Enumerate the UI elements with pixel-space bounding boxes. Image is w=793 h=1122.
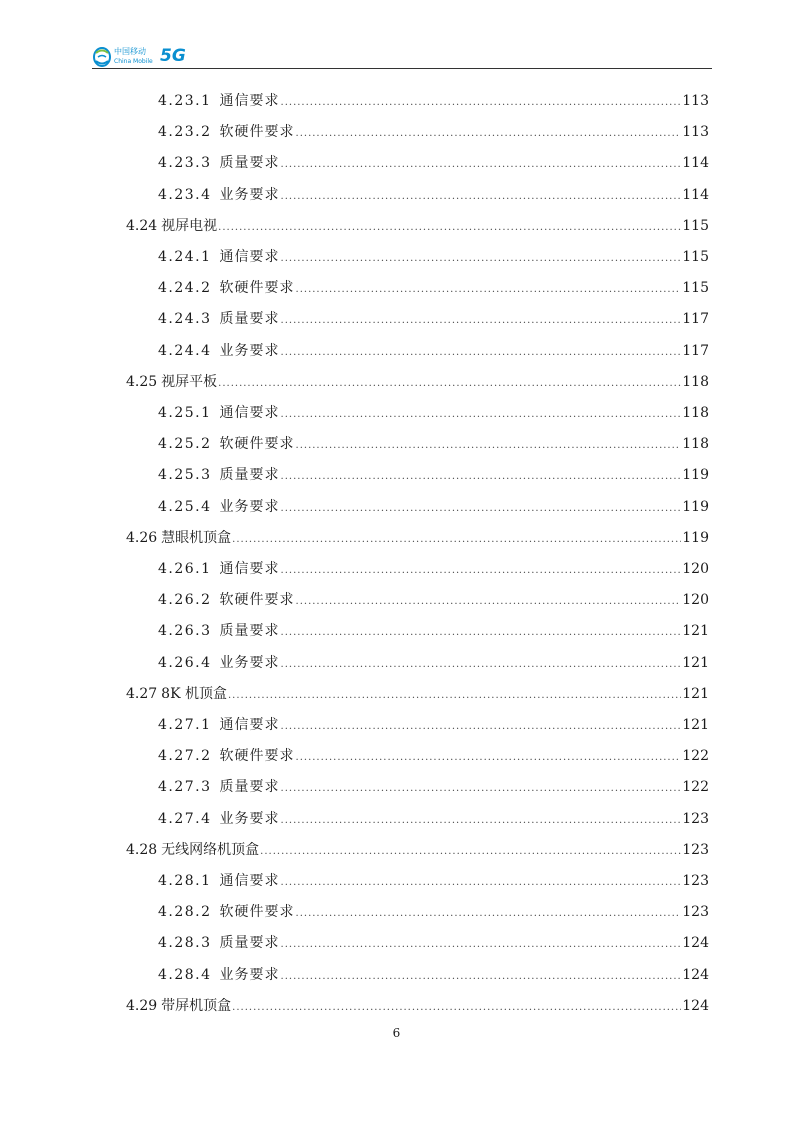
toc-entry-number: 4.23.4 — [158, 186, 212, 203]
toc-entry-page: 118 — [682, 436, 709, 453]
toc-entry-number: 4.25 — [126, 373, 158, 390]
toc-entry-number: 4.26.4 — [158, 654, 212, 671]
toc-entry-page: 123 — [682, 841, 709, 858]
toc-entry[interactable] — [158, 776, 709, 798]
toc-dot-leader — [281, 810, 682, 832]
toc-entry-title: 视屏电视 — [161, 217, 218, 234]
toc-entry-page: 119 — [682, 498, 709, 515]
toc-entry-page: 124 — [682, 935, 709, 952]
toc-entry-page: 115 — [682, 249, 709, 265]
toc-entry-title: 通信要求 — [219, 717, 280, 733]
toc-entry-number: 4.27.4 — [158, 810, 212, 827]
toc-entry-number: 4.24.2 — [158, 280, 212, 297]
toc-entry[interactable] — [158, 464, 709, 486]
toc-entry[interactable] — [158, 121, 709, 143]
toc-entry-title: 质量要求 — [219, 311, 280, 328]
toc-entry-page: 124 — [682, 966, 709, 983]
toc-entry-number: 4.28.1 — [158, 873, 212, 889]
toc-entry-page: 115 — [682, 217, 709, 234]
toc-entry[interactable] — [158, 433, 709, 455]
china-mobile-logo-icon — [92, 44, 114, 70]
toc-entry[interactable] — [158, 277, 709, 299]
toc-entry-page: 123 — [682, 873, 709, 889]
toc-dot-leader — [260, 841, 681, 863]
toc-dot-leader — [228, 685, 681, 707]
brand-name-cn: 中国移动 — [114, 47, 146, 56]
toc-entry-number: 4.24.1 — [158, 249, 212, 265]
toc-dot-leader — [218, 373, 681, 395]
toc-entry-number: 4.28.4 — [158, 966, 212, 983]
toc-entry-number: 4.24.3 — [158, 311, 212, 328]
toc-entry-title: 软硬件要求 — [219, 904, 295, 921]
toc-entry-title: 带屏机顶盒 — [161, 997, 232, 1014]
toc-dot-leader — [281, 404, 682, 426]
toc-dot-leader — [281, 310, 682, 332]
toc-dot-leader — [281, 716, 682, 738]
toc-dot-leader — [281, 154, 682, 176]
toc-entry[interactable] — [158, 558, 709, 580]
toc-entry-page: 113 — [682, 93, 709, 109]
toc-dot-leader — [232, 529, 681, 551]
toc-entry-page: 120 — [682, 592, 709, 609]
toc-dot-leader — [281, 498, 682, 520]
toc-entry-page: 123 — [682, 810, 709, 827]
brand-name-en: China Mobile — [114, 58, 153, 65]
toc-entry[interactable] — [158, 308, 709, 330]
toc-entry-page: 122 — [682, 779, 709, 796]
toc-entry[interactable] — [158, 745, 709, 767]
toc-entry-page: 121 — [682, 685, 709, 702]
toc-entry-title: 业务要求 — [219, 966, 280, 983]
toc-entry-number: 4.24.4 — [158, 342, 212, 359]
toc-entry-page: 122 — [682, 748, 709, 765]
toc-entry[interactable] — [158, 652, 709, 674]
toc-dot-leader — [296, 747, 682, 769]
toc-entry[interactable] — [158, 714, 709, 736]
toc-entry-title: 通信要求 — [219, 93, 280, 109]
toc-dot-leader — [281, 778, 682, 800]
toc-entry-number: 4.25.1 — [158, 405, 212, 421]
toc-dot-leader — [218, 217, 681, 239]
toc-entry-number: 4.23.2 — [158, 124, 212, 141]
toc-entry-page: 120 — [682, 561, 709, 577]
toc-entry-title: 业务要求 — [219, 498, 280, 515]
toc-entry-title: 8K 机顶盒 — [161, 685, 227, 702]
toc-entry[interactable] — [158, 932, 709, 954]
toc-entry[interactable] — [158, 246, 709, 268]
toc-entry-title: 质量要求 — [219, 155, 280, 172]
toc-dot-leader — [296, 591, 682, 613]
toc-entry-number: 4.25.2 — [158, 436, 212, 453]
toc-entry-number: 4.24 — [126, 217, 158, 234]
toc-entry[interactable] — [158, 589, 709, 611]
toc-dot-leader — [281, 186, 682, 208]
toc-entry-title: 业务要求 — [219, 654, 280, 671]
toc-entry-page: 113 — [682, 124, 709, 141]
toc-entry[interactable] — [158, 340, 709, 362]
toc-entry-page: 114 — [682, 155, 709, 172]
toc-entry[interactable] — [126, 839, 709, 861]
toc-dot-leader — [281, 966, 682, 988]
toc-dot-leader — [296, 123, 682, 145]
toc-dot-leader — [281, 92, 682, 114]
toc-entry-number: 4.28.3 — [158, 935, 212, 952]
toc-entry-number: 4.26.2 — [158, 592, 212, 609]
toc-entry-page: 117 — [682, 311, 709, 328]
toc-entry-title: 通信要求 — [219, 561, 280, 577]
toc-entry[interactable] — [126, 371, 709, 393]
toc-entry-page: 117 — [682, 342, 709, 359]
toc-entry-number: 4.26.3 — [158, 623, 212, 640]
toc-entry-number: 4.23.1 — [158, 93, 212, 109]
toc-entry-title: 慧眼机顶盒 — [161, 529, 232, 546]
toc-dot-leader — [296, 279, 682, 301]
toc-entry-number: 4.26 — [126, 529, 158, 546]
toc-entry-title: 业务要求 — [219, 342, 280, 359]
toc-dot-leader — [281, 342, 682, 364]
toc-entry-page: 114 — [682, 186, 709, 203]
toc-entry-number: 4.27.3 — [158, 779, 212, 796]
toc-entry-title: 质量要求 — [219, 467, 280, 484]
toc-dot-leader — [281, 654, 682, 676]
toc-entry-title: 通信要求 — [219, 405, 280, 421]
toc-entry-page: 119 — [682, 467, 709, 484]
toc-entry-page: 118 — [682, 405, 709, 421]
toc-dot-leader — [281, 560, 682, 582]
toc-entry-title: 质量要求 — [219, 935, 280, 952]
toc-entry[interactable] — [158, 496, 709, 518]
brand-name — [114, 47, 153, 67]
toc-entry-number: 4.23.3 — [158, 155, 212, 172]
toc-entry[interactable] — [126, 683, 709, 705]
toc-entry-page: 121 — [682, 623, 709, 640]
toc-entry-title: 质量要求 — [219, 779, 280, 796]
toc-entry-title: 软硬件要求 — [219, 592, 295, 609]
toc-entry-page: 124 — [682, 997, 709, 1014]
toc-entry[interactable] — [158, 620, 709, 642]
toc-entry-number: 4.25.3 — [158, 467, 212, 484]
toc-entry-page: 121 — [682, 717, 709, 733]
toc-entry[interactable] — [158, 901, 709, 923]
toc-entry-page: 119 — [682, 529, 709, 546]
toc-entry[interactable] — [158, 184, 709, 206]
toc-entry-number: 4.26.1 — [158, 561, 212, 577]
toc-dot-leader — [296, 903, 682, 925]
toc-entry-title: 业务要求 — [219, 186, 280, 203]
toc-entry-page: 118 — [682, 373, 709, 390]
toc-dot-leader — [281, 872, 682, 894]
toc-entry[interactable] — [126, 215, 709, 237]
toc-entry[interactable] — [126, 527, 709, 549]
toc-entry-number: 4.29 — [126, 997, 158, 1014]
toc-dot-leader — [281, 466, 682, 488]
toc-entry-title: 软硬件要求 — [219, 280, 295, 297]
toc-dot-leader — [281, 934, 682, 956]
toc-entry[interactable] — [158, 90, 709, 112]
toc-entry-number: 4.27 — [126, 685, 158, 702]
toc-dot-leader — [281, 248, 682, 270]
toc-entry[interactable] — [158, 152, 709, 174]
toc-dot-leader — [281, 622, 682, 644]
toc-entry-title: 通信要求 — [219, 249, 280, 265]
toc-entry[interactable] — [158, 964, 709, 986]
toc-entry-number: 4.25.4 — [158, 498, 212, 515]
header-divider — [92, 68, 712, 69]
toc-entry[interactable] — [158, 808, 709, 830]
toc-entry-number: 4.27.2 — [158, 748, 212, 765]
toc-entry-page: 115 — [682, 280, 709, 297]
toc-entry-title: 质量要求 — [219, 623, 280, 640]
toc-entry-title: 通信要求 — [219, 873, 280, 889]
toc-entry-number: 4.27.1 — [158, 717, 212, 733]
page-number: 6 — [392, 1026, 401, 1040]
toc-entry-page: 121 — [682, 654, 709, 671]
toc-dot-leader — [232, 997, 681, 1019]
toc-entry[interactable] — [158, 870, 709, 892]
toc-entry[interactable] — [158, 402, 709, 424]
toc-entry-title: 软硬件要求 — [219, 436, 295, 453]
page-header — [92, 44, 712, 70]
toc-entry-title: 业务要求 — [219, 810, 280, 827]
toc-entry-page: 123 — [682, 904, 709, 921]
toc-entry-title: 软硬件要求 — [219, 124, 295, 141]
toc-entry-title: 软硬件要求 — [219, 748, 295, 765]
toc-dot-leader — [296, 435, 682, 457]
toc-entry[interactable] — [126, 995, 709, 1017]
5g-logo: 5G — [160, 46, 186, 66]
toc-entry-number: 4.28.2 — [158, 904, 212, 921]
toc-entry-title: 视屏平板 — [161, 373, 218, 390]
toc-entry-title: 无线网络机顶盒 — [161, 841, 260, 858]
toc-entry-number: 4.28 — [126, 841, 158, 858]
